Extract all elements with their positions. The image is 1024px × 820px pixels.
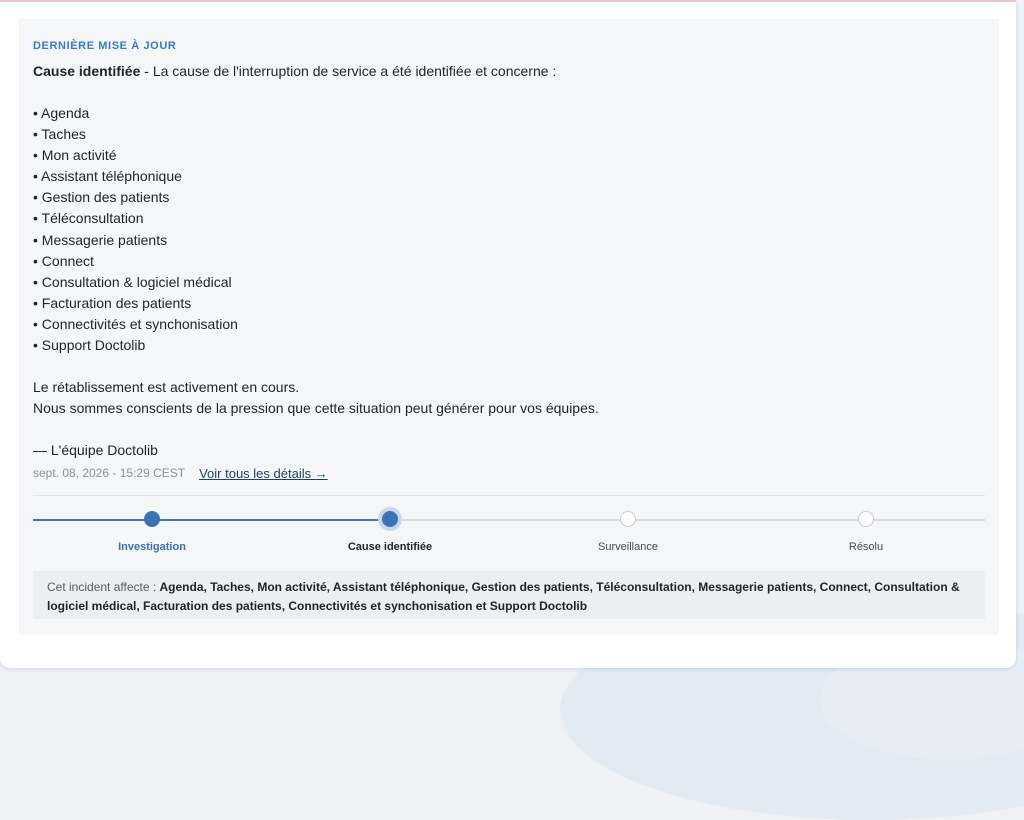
view-details-link[interactable]: Voir tous les détails → — [199, 465, 328, 481]
step-monitoring-label: Surveillance — [598, 541, 658, 553]
timeline-progress-fill — [33, 519, 390, 521]
service-item: • Consultation & logiciel médical — [33, 272, 985, 293]
step-cause-identified-dot — [382, 511, 398, 527]
status-separator: - — [140, 63, 153, 79]
affected-services-list — [33, 103, 985, 356]
service-item: • Taches — [33, 124, 985, 145]
step-cause-identified-label: Cause identifiée — [347, 541, 433, 553]
incident-progress-timeline — [33, 507, 985, 567]
step-monitoring-dot — [620, 511, 636, 527]
pressure-line: Nous sommes conscients de la pression que cette situation peut générer pour vos équipes. — [33, 400, 599, 417]
service-item: • Mon activité — [33, 145, 985, 166]
affects-lead: Cet incident affecte : — [47, 580, 160, 594]
latest-update-panel — [19, 19, 999, 635]
update-status-label: Cause identifiée — [33, 63, 141, 79]
latest-update-kicker: DERNIÈRE MISE À JOUR — [33, 40, 177, 52]
update-intro-text: La cause de l'interruption de service a été identifiée et concerne : — [152, 63, 557, 79]
service-item: • Support Doctolib — [33, 335, 985, 356]
update-timestamp: sept. 08, 2026 - 15:29 CEST — [33, 466, 186, 481]
service-item: • Connectivités et synchonisation — [33, 314, 985, 335]
signature: — L'équipe Doctolib — [33, 442, 158, 459]
service-item: • Facturation des patients — [33, 293, 985, 314]
service-item: • Agenda — [33, 103, 985, 124]
divider — [33, 495, 985, 496]
affected-components-box — [33, 571, 985, 619]
step-resolved-label: Résolu — [848, 541, 884, 553]
step-investigation-dot — [144, 511, 160, 527]
service-item: • Assistant téléphonique — [33, 166, 985, 187]
service-item: • Messagerie patients — [33, 230, 985, 251]
service-item: • Téléconsultation — [33, 208, 985, 229]
service-item: • Gestion des patients — [33, 187, 985, 208]
recovery-line: Le rétablissement est activement en cours. — [33, 379, 300, 396]
update-meta — [33, 463, 985, 483]
affects-services: Agenda, Taches, Mon activité, Assistant téléphonique, Gestion des patients, Téléconsultation, Messagerie patients, Connect, Consultation & logiciel médical, Facturation des patients, Connectivités et synchonisation et Support Doctolib — [47, 580, 960, 613]
step-investigation-label: Investigation — [118, 541, 186, 553]
step-resolved-dot — [858, 511, 874, 527]
update-intro — [33, 61, 985, 82]
service-item: • Connect — [33, 251, 985, 272]
